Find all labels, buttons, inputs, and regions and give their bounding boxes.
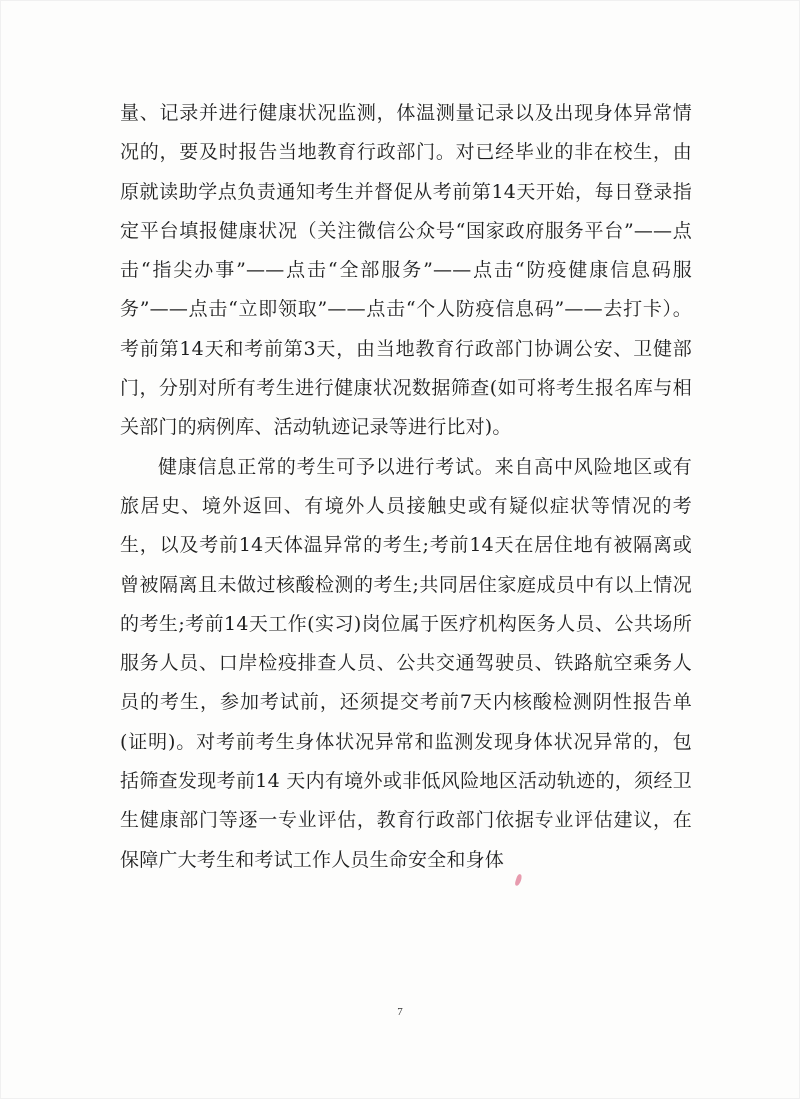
paragraph-continued: 量、记录并进行健康状况监测，体温测量记录以及出现身体异常情况的，要及时报告当地教育行政部门。对已经毕业的非在校生，由原就读助学点负责通知考生并督促从考前第14天开始，每日登录指定平台填报健康状况（关注微信公众号“国家政府服务平台”——点击“指尖办事”——点击“全部服务”——点击“防疫健康信息码服务”——点击“立即领取”——点击“个人防疫信息码”——去打卡）。考前第14天和考前第3天，由当地教育行政部门协调公安、卫健部门，分别对所有考生进行健康状况数据筛查(如可将考生报名库与相关部门的病例库、活动轨迹记录等进行比对)。 <box>120 102 692 439</box>
document-body <box>120 94 692 880</box>
page-number: 7 <box>397 1006 403 1018</box>
paragraph-health-info: 健康信息正常的考生可予以进行考试。来自高中风险地区或有旅居史、境外返回、有境外人员接触史或有疑似症状等情况的考生，以及考前14天体温异常的考生;考前14天在居住地有被隔离或曾被隔离且未做过核酸检测的考生;共同居住家庭成员中有以上情况的考生;考前14天工作(实习)岗位属于医疗机构医务人员、公共场所服务人员、口岸检疫排查人员、公共交通驾驶员、铁路航空乘务人员的考生，参加考试前，还须提交考前7天内核酸检测阴性报告单(证明)。对考前考生身体状况异常和监测发现身体状况异常的，包括筛查发现考前14 天内有境外或非低风险地区活动轨迹的，须经卫生健康部门等逐一专业评估，教育行政部门依据专业评估建议，在保障广大考生和考试工作人员生命安全和身体 <box>120 455 692 871</box>
